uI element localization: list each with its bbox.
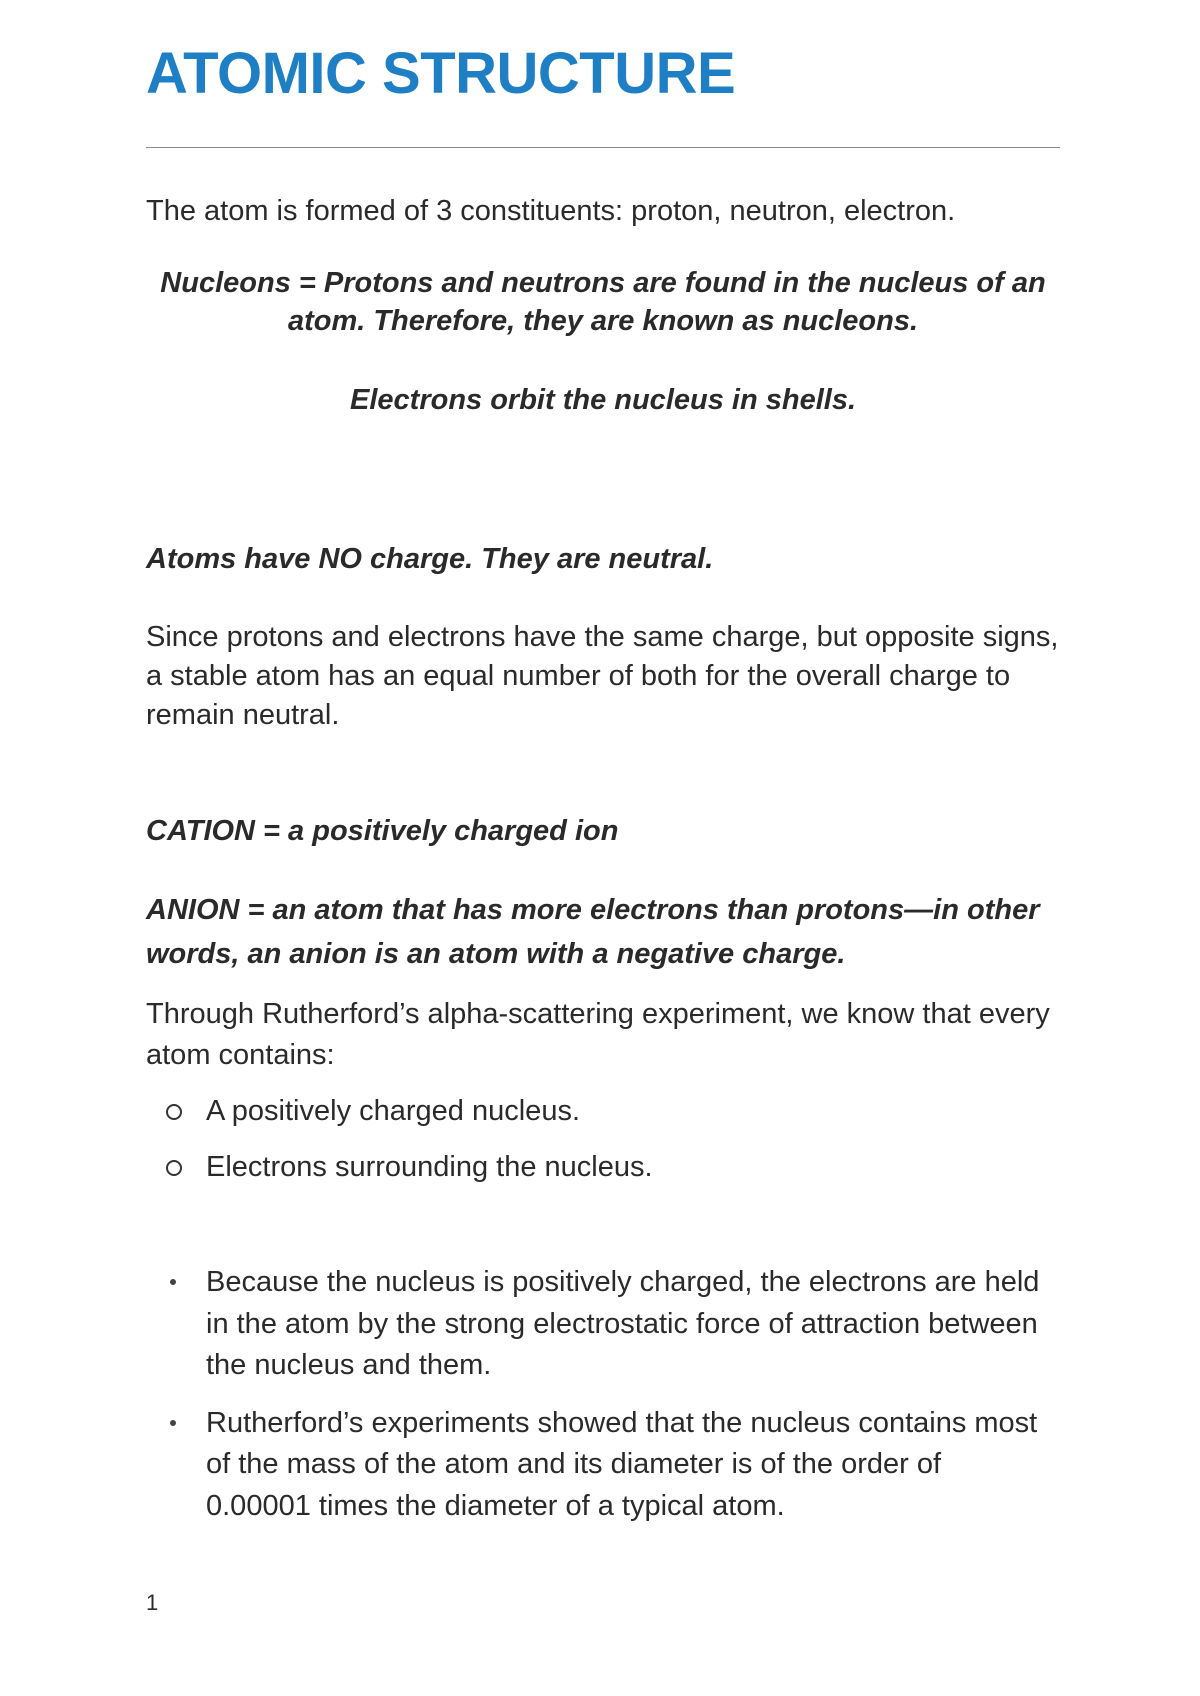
atom-contents-list <box>166 1092 1046 1204</box>
list-item-text: Rutherford’s experiments showed that the nucleus contains most of the mass of the atom and its diameter is of the order of 0.00001 times the diameter of a typical atom. <box>206 1406 1038 1522</box>
anion-definition: ANION = an atom that has more electrons than protons—in other words, an anion is an atom with a negative charge. <box>146 894 1040 970</box>
list-item <box>166 1092 1046 1131</box>
rutherford-intro-paragraph: Through Rutherford’s alpha-scattering experiment, we know that every atom contains: <box>146 998 1050 1071</box>
cation-definition: CATION = a positively charged ion <box>146 815 619 847</box>
nucleons-definition: Nucleons = Protons and neutrons are found in the nucleus of an atom. Therefore, they are known as nucleons. <box>160 267 1046 337</box>
rutherford-findings-list <box>166 1262 1046 1543</box>
page-title: ATOMIC STRUCTURE <box>146 41 736 106</box>
electrons-statement: Electrons orbit the nucleus in shells. <box>350 384 856 416</box>
list-item <box>166 1403 1046 1528</box>
list-item-text: Electrons surrounding the nucleus. <box>206 1151 653 1183</box>
title-divider <box>146 147 1060 148</box>
list-item <box>166 1148 1046 1187</box>
hollow-circle-bullet-icon <box>166 1104 182 1120</box>
no-charge-statement: Atoms have NO charge. They are neutral. <box>146 543 714 575</box>
list-item-text: A positively charged nucleus. <box>206 1095 580 1127</box>
neutral-explanation-paragraph: Since protons and electrons have the same charge, but opposite signs, a stable atom has an equal number of both for the overall charge to remain neutral. <box>146 621 1059 731</box>
hollow-circle-bullet-icon <box>166 1160 182 1176</box>
list-item <box>166 1262 1046 1387</box>
list-item-text: Because the nucleus is positively charged, the electrons are held in the atom by the strong electrostatic force of attraction between the nucleus and them. <box>206 1266 1040 1381</box>
intro-paragraph: The atom is formed of 3 constituents: proton, neutron, electron. <box>146 195 956 227</box>
bullet-dot-icon <box>170 1279 176 1285</box>
bullet-dot-icon <box>170 1420 176 1426</box>
page-number: 1 <box>146 1590 159 1615</box>
